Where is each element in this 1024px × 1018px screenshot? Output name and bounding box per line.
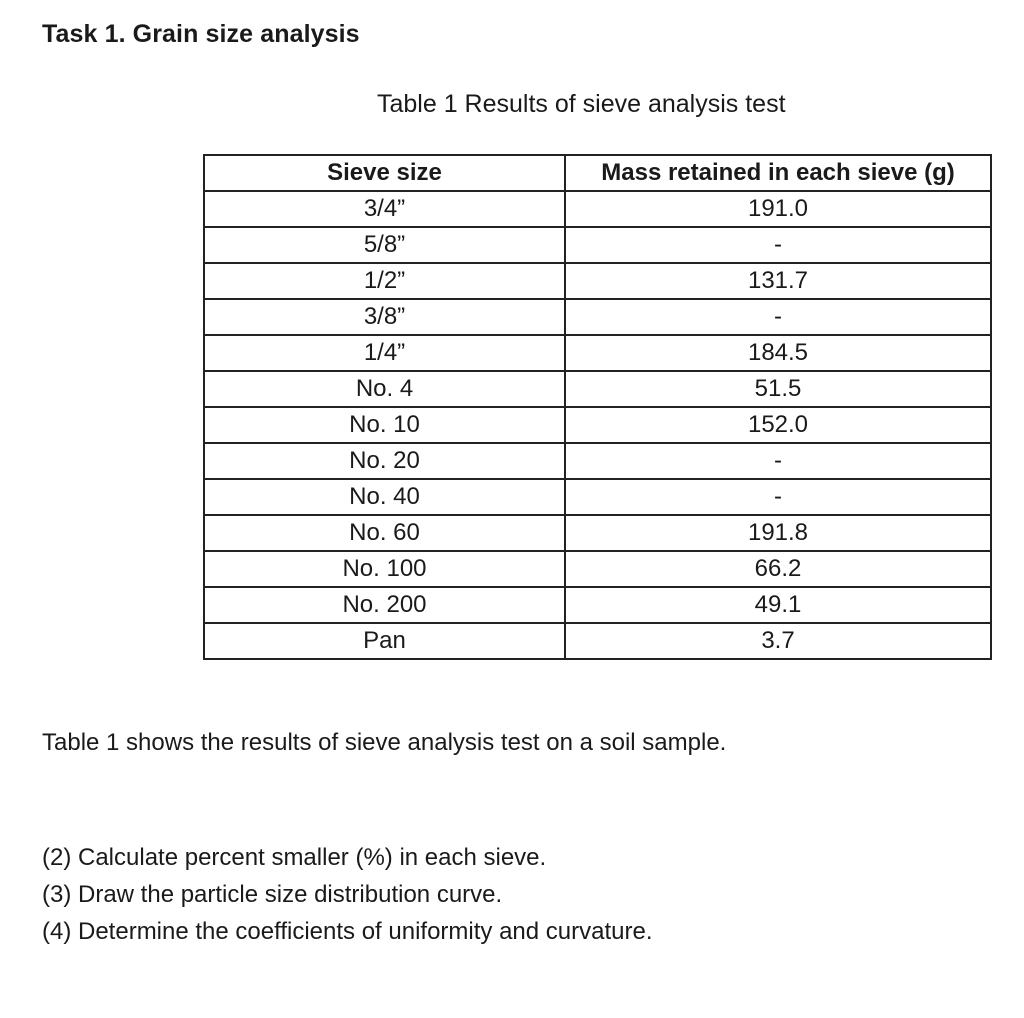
table-row (204, 551, 991, 587)
mass-retained-cell: - (565, 299, 991, 335)
sieve-size-cell: No. 60 (204, 515, 565, 551)
task-heading: Task 1. Grain size analysis (42, 20, 360, 48)
table-row (204, 443, 991, 479)
table-row (204, 407, 991, 443)
question-item: (3) Draw the particle size distribution curve. (42, 881, 503, 908)
mass-retained-cell: 51.5 (565, 371, 991, 407)
description-paragraph: Table 1 shows the results of sieve analysis test on a soil sample. (42, 729, 727, 756)
mass-retained-cell: 152.0 (565, 407, 991, 443)
question-item: (2) Calculate percent smaller (%) in each sieve. (42, 844, 547, 871)
mass-retained-cell: 3.7 (565, 623, 991, 659)
sieve-size-cell: 5/8” (204, 227, 565, 263)
mass-retained-cell: 66.2 (565, 551, 991, 587)
question-item: (4) Determine the coefficients of uniformity and curvature. (42, 918, 653, 945)
sieve-size-cell: No. 40 (204, 479, 565, 515)
mass-retained-cell: - (565, 443, 991, 479)
question-list (42, 839, 653, 950)
sieve-size-cell: No. 20 (204, 443, 565, 479)
table-row (204, 371, 991, 407)
header-sieve-size: Sieve size (204, 155, 565, 191)
table-row (204, 515, 991, 551)
mass-retained-cell: - (565, 479, 991, 515)
mass-retained-cell: 191.0 (565, 191, 991, 227)
sieve-size-cell: Pan (204, 623, 565, 659)
header-mass-retained: Mass retained in each sieve (g) (565, 155, 991, 191)
table-row (204, 263, 991, 299)
mass-retained-cell: - (565, 227, 991, 263)
mass-retained-cell: 184.5 (565, 335, 991, 371)
sieve-analysis-table (203, 154, 992, 660)
sieve-size-cell: 1/4” (204, 335, 565, 371)
table-row (204, 191, 991, 227)
sieve-size-cell: 3/4” (204, 191, 565, 227)
sieve-size-cell: 3/8” (204, 299, 565, 335)
table-row (204, 623, 991, 659)
table-row (204, 479, 991, 515)
table-caption: Table 1 Results of sieve analysis test (377, 90, 786, 118)
table-row (204, 587, 991, 623)
sieve-size-cell: No. 10 (204, 407, 565, 443)
mass-retained-cell: 49.1 (565, 587, 991, 623)
table-row (204, 227, 991, 263)
mass-retained-cell: 191.8 (565, 515, 991, 551)
mass-retained-cell: 131.7 (565, 263, 991, 299)
table-row (204, 335, 991, 371)
sieve-size-cell: No. 4 (204, 371, 565, 407)
table-row (204, 299, 991, 335)
sieve-size-cell: No. 100 (204, 551, 565, 587)
sieve-size-cell: 1/2” (204, 263, 565, 299)
table-header-row (204, 155, 991, 191)
sieve-size-cell: No. 200 (204, 587, 565, 623)
